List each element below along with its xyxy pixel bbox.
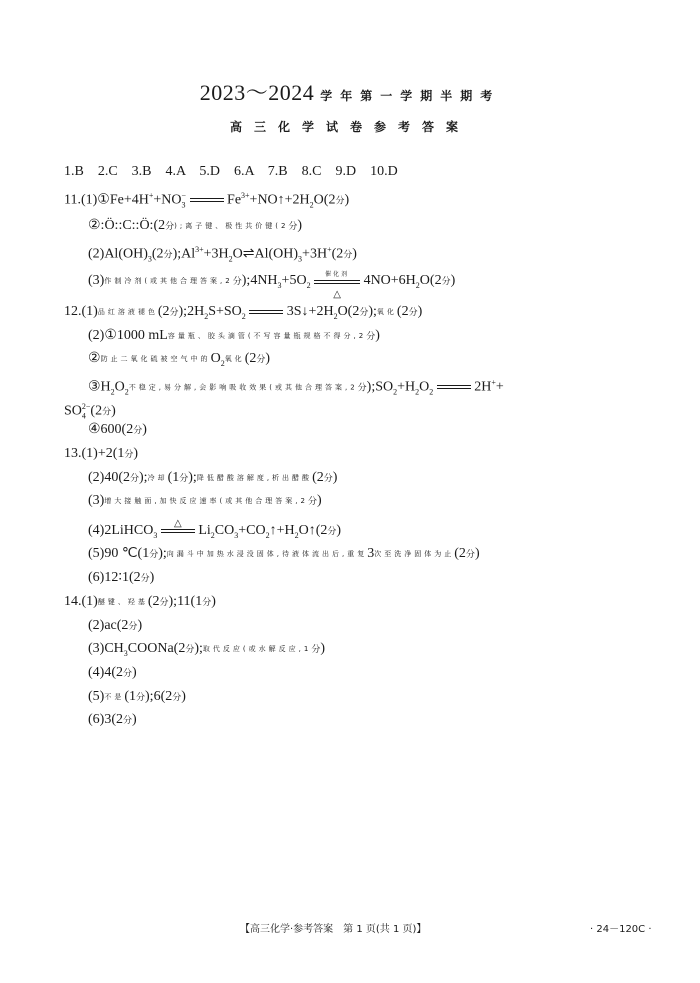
q12-part2-4: ④600(2分) — [88, 422, 147, 437]
q12-part2-1: (2)①1000 mL容量瓶、胶头滴管(不写容量瓶规格不得分,2分) — [88, 328, 380, 343]
q11-co2-structure: ②:Ö::C::Ö:(2分);离子键、极性共价键(2分) — [88, 218, 303, 233]
answer-sheet-title: 高三化学试卷参考答案 — [229, 120, 470, 134]
mc-answers: 1.B 2.C 3.B 4.A 5.D 6.A 7.B 8.C 9.D 10.D — [64, 164, 398, 179]
q14-part2: (2)ac(2分) — [88, 618, 143, 633]
q14-part6: (6)3(2分) — [88, 712, 137, 727]
q13-part5: (5)90 ℃(1分);向漏斗中加热水浸没固体,待液体流出后,重复3次至洗净固体为止(2分) — [88, 546, 480, 561]
q12-part2-3: $③H_2O_2$不稳定,易分解,会影响吸收效果(或其他合理答案,2分)$;SO_2+H_2O_2$ 2H++ — [88, 378, 504, 397]
q14-part4: (4)4(2分) — [88, 665, 137, 680]
q12-part1: 12.(1)品红溶液褪色(2分)$;2H_2S+SO_2$ $3S↓+2H_2O(2$分);氧化(2分) — [64, 304, 423, 321]
q14-part3: $(3)CH_3COONa(2$分);取代反应(或水解反应,1分) — [88, 641, 326, 658]
q11-part2: $(2)Al(OH)_3(2$分)$;Al^{3+}+3H_2O\rightleftharpoons Al(OH)_3+3H^+(2$分) — [88, 245, 357, 264]
exam-year: 2023～2024 — [199, 80, 315, 105]
q11-part1-eq: $11.(1)①Fe+4H^++NO_3^-$ $Fe^{3+}+NO↑+2H_2O(2$分) — [64, 191, 350, 210]
heat-condition: △ — [161, 529, 195, 533]
q12-part2-2: ②防止二氧化硫被空气中的$O_2$氧化(2分) — [88, 351, 271, 368]
q13-part2: (2)40(2分);冷却(1分);降低醋酸溶解度,析出醋酸(2分) — [88, 470, 338, 485]
exam-title — [0, 76, 700, 107]
footer-page-info: 【高三化学·参考答案 第 1 页(共 1 页)】 — [240, 924, 427, 935]
q13-part1: 13.(1)+2(1分) — [64, 446, 139, 461]
q12-part2-3-cont: $SO_4^{2-}(2$分) — [64, 402, 116, 421]
q14-part1: 14.(1)醚键、羟基(2分);11(1分) — [64, 594, 216, 609]
q13-part3: (3)增大接触面,加快反应速率(或其他合理答案,2分) — [88, 493, 322, 508]
q14-part5: (5)不是(1分);6(2分) — [88, 689, 186, 704]
q11-part3: (3)作制冷剂(或其他合理答案,2分)$;4NH_3+5O_2$ 催化剂 △ $4NO+6H_2O(2$分) — [88, 271, 456, 301]
footer-code: · 24－120C · — [590, 924, 652, 935]
q13-part6: (6)12∶1(2分) — [88, 570, 155, 585]
reaction-condition: 催化剂 △ — [314, 277, 360, 284]
exam-term: 学年第一学期半期考 — [320, 89, 501, 103]
q13-part4: (4)2LiHCO$_3$ △ $Li_2CO_3+CO_2↑+H_2O↑(2$分) — [88, 517, 342, 540]
equals-sign — [190, 198, 224, 202]
